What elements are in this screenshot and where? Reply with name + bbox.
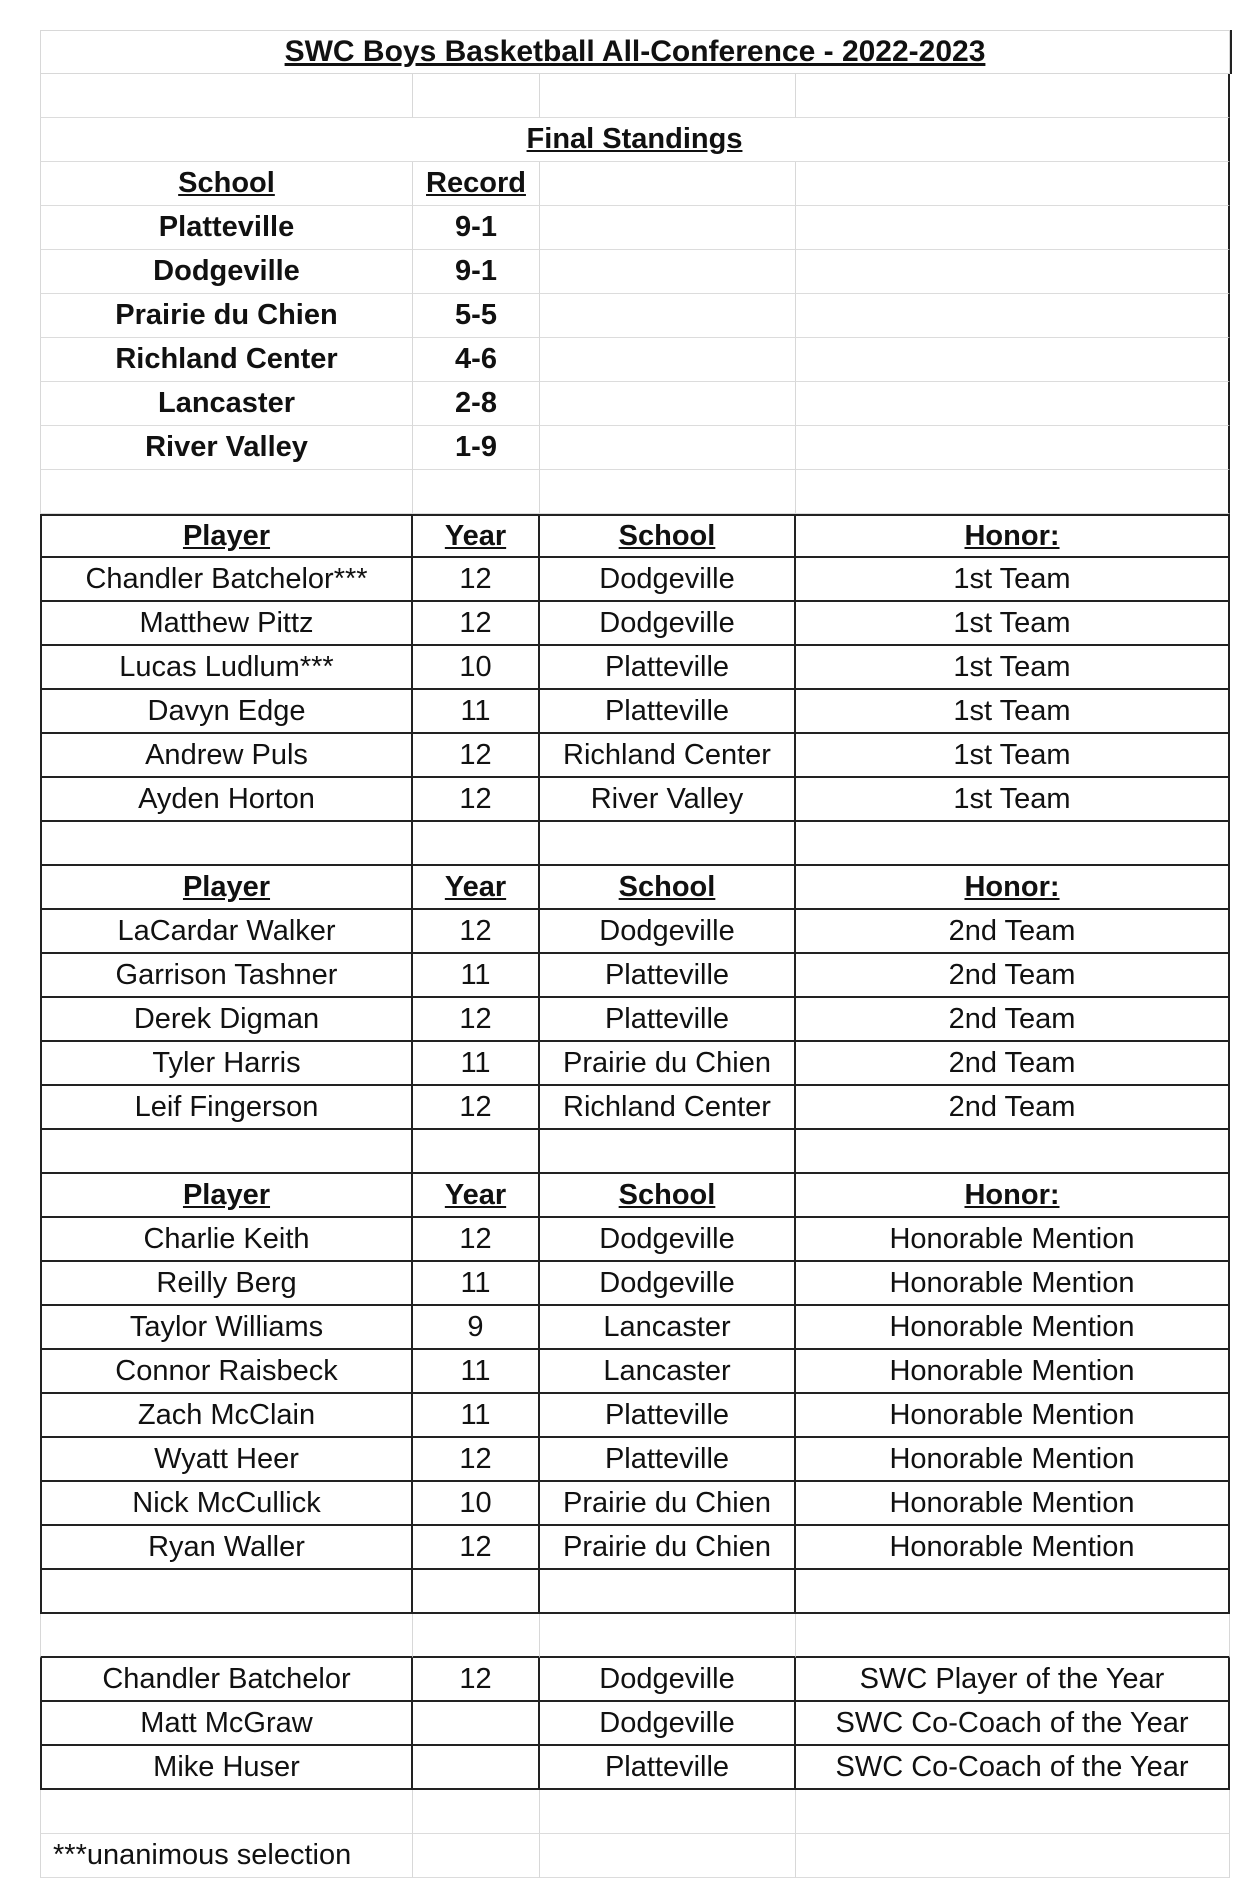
player-honor: Honorable Mention <box>796 1394 1230 1438</box>
awards-header-row <box>40 1614 1230 1658</box>
player-honor: 2nd Team <box>796 910 1230 954</box>
standings-school: Richland Center <box>40 338 413 382</box>
player-name: Tyler Harris <box>40 1042 413 1086</box>
player-honor: SWC Co-Coach of the Year <box>796 1746 1230 1790</box>
first-team-row <box>40 778 1230 822</box>
standings-record: 9-1 <box>413 206 540 250</box>
player-school: Dodgeville <box>540 1218 796 1262</box>
player-school: River Valley <box>540 778 796 822</box>
player-school: Lancaster <box>540 1306 796 1350</box>
first-team-row <box>40 602 1230 646</box>
player-year: 11 <box>413 1042 540 1086</box>
first-team-col-3: Honor: <box>796 514 1230 558</box>
player-year: 10 <box>413 646 540 690</box>
player-honor: 1st Team <box>796 646 1230 690</box>
player-school: Lancaster <box>540 1350 796 1394</box>
player-school: Prairie du Chien <box>540 1526 796 1570</box>
standings-heading-row <box>40 118 1230 162</box>
player-name: Wyatt Heer <box>40 1438 413 1482</box>
awards-col-0 <box>40 1614 413 1658</box>
player-name: Andrew Puls <box>40 734 413 778</box>
standings-record: 4-6 <box>413 338 540 382</box>
standings-record: 9-1 <box>413 250 540 294</box>
player-year: 10 <box>413 1482 540 1526</box>
player-name: LaCardar Walker <box>40 910 413 954</box>
player-name: Leif Fingerson <box>40 1086 413 1130</box>
player-school: Dodgeville <box>540 1262 796 1306</box>
second-team-row <box>40 1042 1230 1086</box>
player-year: 12 <box>413 910 540 954</box>
player-name: Matthew Pittz <box>40 602 413 646</box>
player-year: 11 <box>413 1350 540 1394</box>
player-year: 11 <box>413 1394 540 1438</box>
second-team-row <box>40 998 1230 1042</box>
standings-row <box>40 250 1230 294</box>
player-honor: 1st Team <box>796 602 1230 646</box>
player-school: Platteville <box>540 1438 796 1482</box>
honorable-mention-row <box>40 1218 1230 1262</box>
player-honor: 1st Team <box>796 778 1230 822</box>
first-team-col-0: Player <box>40 514 413 558</box>
first-team-col-2: School <box>540 514 796 558</box>
first-team-col-1: Year <box>413 514 540 558</box>
player-school: Dodgeville <box>540 1702 796 1746</box>
second-team-col-3: Honor: <box>796 866 1230 910</box>
standings-heading: Final Standings <box>40 118 1230 162</box>
player-name: Garrison Tashner <box>40 954 413 998</box>
player-name: Zach McClain <box>40 1394 413 1438</box>
player-honor: SWC Co-Coach of the Year <box>796 1702 1230 1746</box>
player-honor: 2nd Team <box>796 1042 1230 1086</box>
honorable-mention-row <box>40 1394 1230 1438</box>
honorable-mention-row <box>40 1262 1230 1306</box>
player-honor: 1st Team <box>796 690 1230 734</box>
player-honor: 2nd Team <box>796 998 1230 1042</box>
honorable-mention-row <box>40 1350 1230 1394</box>
honorable-mention-header-row <box>40 1174 1230 1218</box>
player-school: Richland Center <box>540 1086 796 1130</box>
player-honor: Honorable Mention <box>796 1526 1230 1570</box>
spacer-row <box>40 1790 1230 1834</box>
first-team-row <box>40 646 1230 690</box>
player-year: 11 <box>413 690 540 734</box>
player-honor: 2nd Team <box>796 954 1230 998</box>
player-name: Ryan Waller <box>40 1526 413 1570</box>
player-school: Dodgeville <box>540 602 796 646</box>
standings-school-header: School <box>40 162 413 206</box>
awards-row <box>40 1658 1230 1702</box>
standings-school: Prairie du Chien <box>40 294 413 338</box>
honorable-mention-row <box>40 1438 1230 1482</box>
spacer-row <box>40 74 1230 118</box>
awards-row <box>40 1746 1230 1790</box>
player-honor: 1st Team <box>796 734 1230 778</box>
first-team-row <box>40 734 1230 778</box>
player-name: Charlie Keith <box>40 1218 413 1262</box>
second-team-col-1: Year <box>413 866 540 910</box>
standings-record: 1-9 <box>413 426 540 470</box>
spacer-row <box>40 822 1230 866</box>
standings-record: 2-8 <box>413 382 540 426</box>
player-school: Platteville <box>540 998 796 1042</box>
player-honor: Honorable Mention <box>796 1438 1230 1482</box>
footnote: ***unanimous selection <box>40 1834 413 1878</box>
player-year: 12 <box>413 1086 540 1130</box>
second-team-row <box>40 910 1230 954</box>
player-school: Richland Center <box>540 734 796 778</box>
honorable-mention-row <box>40 1482 1230 1526</box>
player-school: Platteville <box>540 690 796 734</box>
player-year: 11 <box>413 1262 540 1306</box>
player-name: Reilly Berg <box>40 1262 413 1306</box>
honorable-mention-col-2: School <box>540 1174 796 1218</box>
player-honor: Honorable Mention <box>796 1350 1230 1394</box>
standings-row <box>40 206 1230 250</box>
player-name: Lucas Ludlum*** <box>40 646 413 690</box>
player-honor: SWC Player of the Year <box>796 1658 1230 1702</box>
player-honor: Honorable Mention <box>796 1262 1230 1306</box>
player-name: Ayden Horton <box>40 778 413 822</box>
second-team-row <box>40 954 1230 998</box>
player-school: Dodgeville <box>540 910 796 954</box>
player-school: Prairie du Chien <box>540 1042 796 1086</box>
player-year <box>413 1746 540 1790</box>
standings-school: Platteville <box>40 206 413 250</box>
player-honor: 2nd Team <box>796 1086 1230 1130</box>
awards-col-3 <box>796 1614 1230 1658</box>
honorable-mention-row <box>40 1306 1230 1350</box>
footnote-row <box>40 1834 1230 1878</box>
player-honor: Honorable Mention <box>796 1218 1230 1262</box>
player-school: Platteville <box>540 954 796 998</box>
player-year: 12 <box>413 602 540 646</box>
player-year: 12 <box>413 1526 540 1570</box>
standings-school: Dodgeville <box>40 250 413 294</box>
player-name: Chandler Batchelor*** <box>40 558 413 602</box>
player-year: 12 <box>413 998 540 1042</box>
standings-row <box>40 426 1230 470</box>
player-honor: 1st Team <box>796 558 1230 602</box>
first-team-row <box>40 558 1230 602</box>
player-name: Matt McGraw <box>40 1702 413 1746</box>
spacer-row <box>40 470 1230 514</box>
standings-header-row <box>40 162 1230 206</box>
awards-col-2 <box>540 1614 796 1658</box>
second-team-row <box>40 1086 1230 1130</box>
standings-row <box>40 294 1230 338</box>
first-team-row <box>40 690 1230 734</box>
player-name: Davyn Edge <box>40 690 413 734</box>
player-year: 12 <box>413 778 540 822</box>
honorable-mention-col-3: Honor: <box>796 1174 1230 1218</box>
player-honor: Honorable Mention <box>796 1482 1230 1526</box>
spacer-row <box>40 1570 1230 1614</box>
player-school: Dodgeville <box>540 558 796 602</box>
player-name: Mike Huser <box>40 1746 413 1790</box>
player-school: Platteville <box>540 646 796 690</box>
standings-row <box>40 338 1230 382</box>
player-honor: Honorable Mention <box>796 1306 1230 1350</box>
player-year: 12 <box>413 1218 540 1262</box>
player-year: 9 <box>413 1306 540 1350</box>
standings-record: 5-5 <box>413 294 540 338</box>
spacer-row <box>40 1130 1230 1174</box>
honorable-mention-col-1: Year <box>413 1174 540 1218</box>
standings-school: Lancaster <box>40 382 413 426</box>
player-name: Derek Digman <box>40 998 413 1042</box>
player-year <box>413 1702 540 1746</box>
player-year: 12 <box>413 1658 540 1702</box>
player-year: 12 <box>413 558 540 602</box>
player-school: Prairie du Chien <box>540 1482 796 1526</box>
first-team-header-row <box>40 514 1230 558</box>
page-title: SWC Boys Basketball All-Conference - 2022-2023 <box>40 30 1230 74</box>
standings-record-header: Record <box>413 162 540 206</box>
second-team-header-row <box>40 866 1230 910</box>
player-year: 11 <box>413 954 540 998</box>
standings-school: River Valley <box>40 426 413 470</box>
title-row <box>40 30 1232 74</box>
player-school: Platteville <box>540 1746 796 1790</box>
standings-row <box>40 382 1230 426</box>
second-team-col-0: Player <box>40 866 413 910</box>
player-name: Taylor Williams <box>40 1306 413 1350</box>
player-year: 12 <box>413 1438 540 1482</box>
awards-col-1 <box>413 1614 540 1658</box>
player-name: Nick McCullick <box>40 1482 413 1526</box>
player-school: Platteville <box>540 1394 796 1438</box>
player-name: Connor Raisbeck <box>40 1350 413 1394</box>
player-school: Dodgeville <box>540 1658 796 1702</box>
player-year: 12 <box>413 734 540 778</box>
second-team-col-2: School <box>540 866 796 910</box>
player-name: Chandler Batchelor <box>40 1658 413 1702</box>
honorable-mention-row <box>40 1526 1230 1570</box>
awards-row <box>40 1702 1230 1746</box>
honorable-mention-col-0: Player <box>40 1174 413 1218</box>
